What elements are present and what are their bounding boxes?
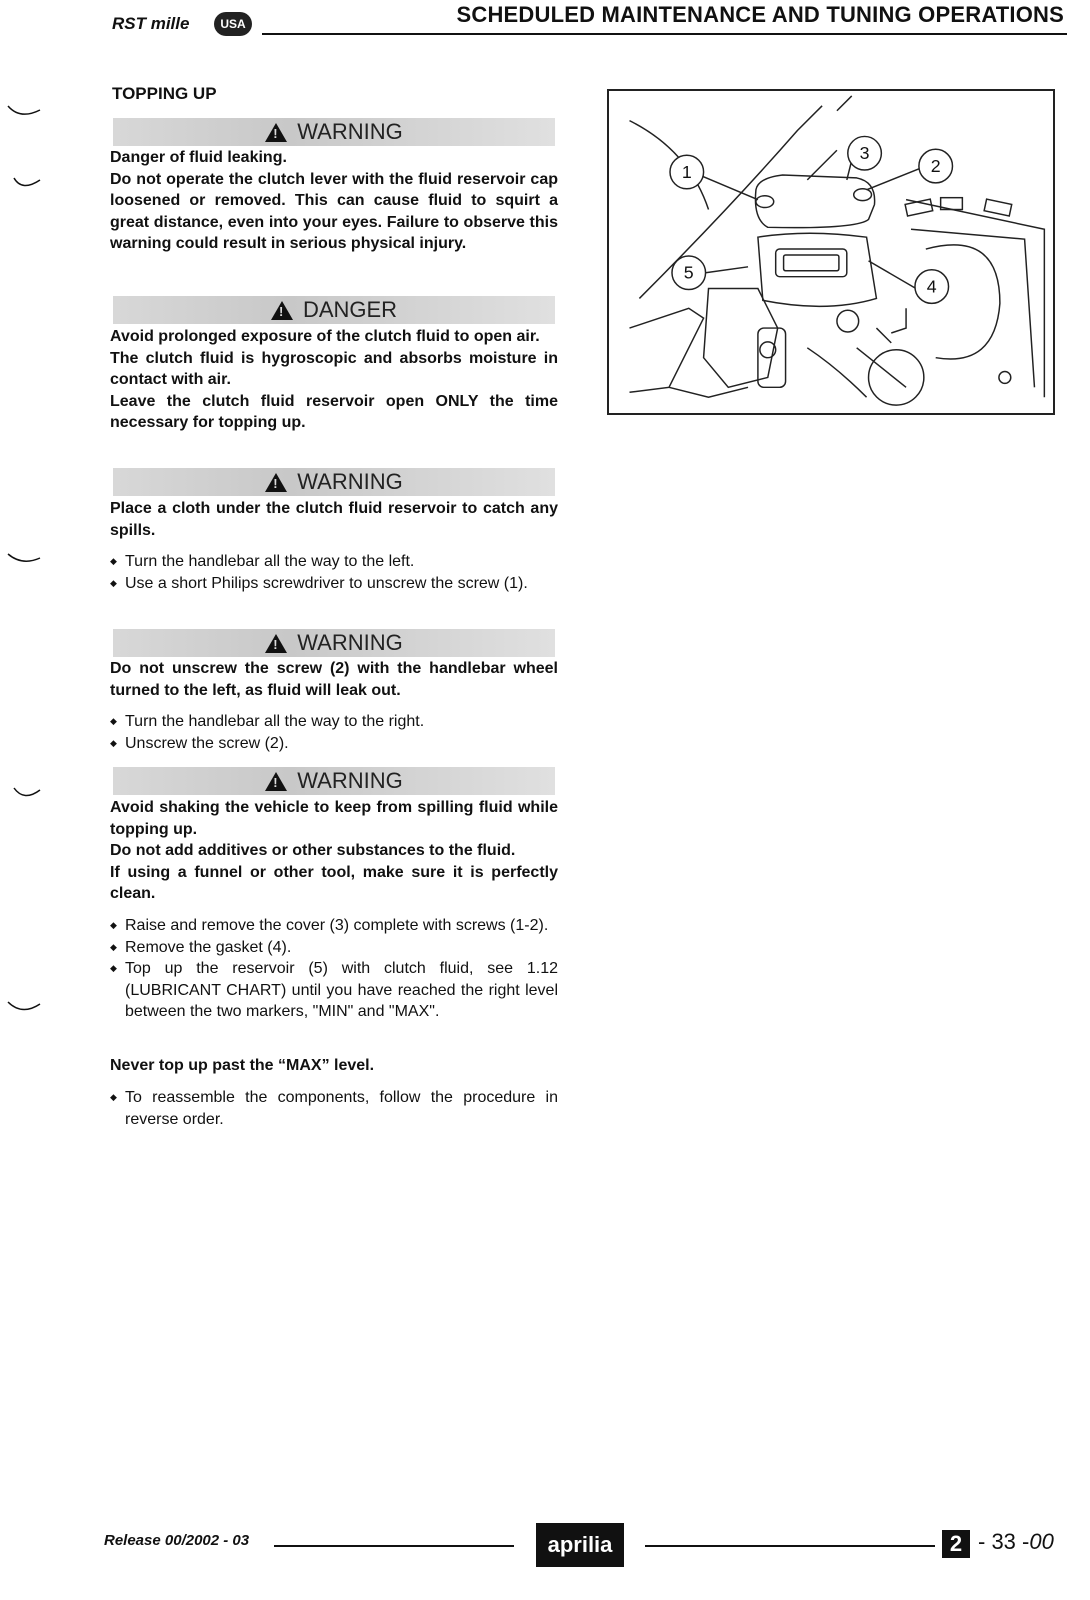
binding-mark [6,786,42,802]
warning-text [110,797,558,905]
section-title: TOPPING UP [112,84,217,103]
binding-mark [6,176,42,192]
page-number-suffix: 00 [1029,1529,1054,1554]
danger-banner [113,296,555,324]
list-item: ◆ Turn the handlebar all the way to the left. [110,551,558,573]
warning-line: Do not unscrew the screw (2) with the handlebar wheel turned to the left, as fluid will leak out. [110,660,558,699]
model-name: RST mille [112,14,190,33]
callout-1: 1 [681,161,692,182]
procedure-steps [110,711,558,754]
callout-2: 2 [930,155,941,176]
warning-label: WARNING [297,119,403,144]
warning-label: WARNING [297,469,403,494]
callout-4: 4 [926,276,937,297]
warning-banner [113,629,555,657]
region-badge: USA [214,12,252,36]
warning-triangle-icon [265,123,287,142]
warning-line: Place a cloth under the clutch fluid reservoir to catch any spills. [110,500,558,539]
binding-mark [6,1000,42,1016]
caution-note: Never top up past the “MAX” level. [110,1057,375,1074]
list-item: ◆ Unscrew the screw (2). [110,733,558,755]
list-item: ◆ Raise and remove the cover (3) complete with screws (1-2). [110,915,558,937]
brand-logo: aprilia [536,1523,624,1567]
warning-triangle-icon [265,634,287,653]
warning-triangle-icon [265,772,287,791]
warning-triangle-icon [265,473,287,492]
danger-text [110,326,558,434]
danger-line: Avoid prolonged exposure of the clutch fluid to open air. [110,328,540,345]
clutch-reservoir-drawing [609,91,1053,413]
list-item: ◆ Top up the reservoir (5) with clutch fluid, see 1.12 (LUBRICANT CHART) until you have reached the right level between the two markers, "MIN" and "MAX". [110,958,558,1023]
page-number [978,1529,1054,1555]
warning-text [110,658,558,701]
warning-banner [113,118,555,146]
procedure-steps [110,551,558,594]
binding-mark [6,552,42,568]
warning-line: Do not operate the clutch lever with the fluid reservoir cap loosened or removed. This can cause fluid to squirt a great distance, even into your eyes. Failure to observe this warning could result in serious physical injury. [110,170,558,252]
footer-rule [274,1545,514,1547]
list-item: ◆ Remove the gasket (4). [110,937,558,959]
binding-mark [6,104,42,120]
warning-text [110,147,558,255]
warning-line: Danger of fluid leaking. [110,149,287,166]
warning-line: Avoid shaking the vehicle to keep from spilling fluid while topping up. [110,799,558,838]
warning-label: WARNING [297,630,403,655]
danger-line: Leave the clutch fluid reservoir open ONLY the time necessary for topping up. [110,392,558,431]
list-item: ◆ Use a short Philips screwdriver to unscrew the screw (1). [110,573,558,595]
page-title: SCHEDULED MAINTENANCE AND TUNING OPERATIONS [456,2,1064,27]
callout-3: 3 [859,143,870,164]
procedure-steps [110,915,558,1023]
procedure-steps [110,1087,558,1130]
release-info: Release 00/2002 - 03 [104,1532,250,1549]
page-number-main: - 33 - [978,1529,1030,1554]
list-item: ◆ To reassemble the components, follow the procedure in reverse order. [110,1087,558,1130]
warning-triangle-icon [271,301,293,320]
danger-label: DANGER [302,297,398,322]
warning-line: If using a funnel or other tool, make sure it is perfectly clean. [110,863,558,902]
warning-banner [113,767,555,795]
clutch-reservoir-illustration [607,89,1055,415]
warning-line: Do not add additives or other substances to the fluid. [110,842,516,859]
header-rule [262,33,1067,35]
warning-text [110,498,558,541]
warning-label: WARNING [297,768,403,793]
callout-5: 5 [683,262,694,283]
danger-line: The clutch fluid is hygroscopic and absorbs moisture in contact with air. [110,349,558,388]
list-item: ◆ Turn the handlebar all the way to the right. [110,711,558,733]
chapter-badge: 2 [942,1530,970,1558]
footer-rule [645,1545,935,1547]
warning-banner [113,468,555,496]
